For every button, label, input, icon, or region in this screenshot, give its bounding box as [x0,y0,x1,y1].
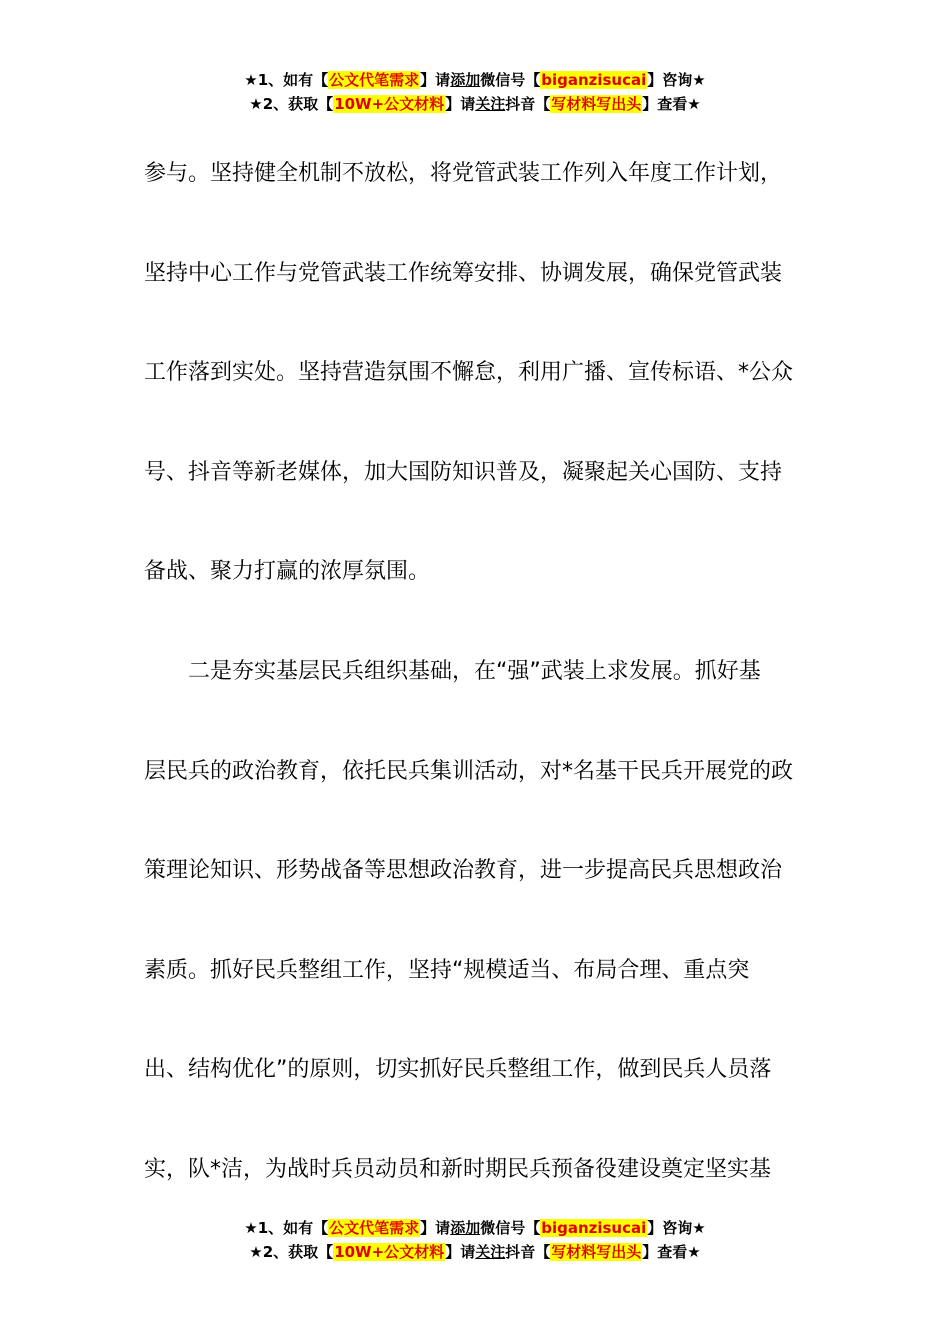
body-line: 备战、聚力打赢的浓厚氛围。 [144,559,431,585]
banner-text: 】请 [445,95,476,113]
body-line: 出、结构优化”的原则，切实抓好民兵整组工作，做到民兵人员落 [144,1057,772,1083]
body-line: 工作落到实处。坚持营造氛围不懈怠，利用广播、宣传标语、*公众 [144,360,794,386]
body-line: 号、抖音等新老媒体，加大国防知识普及，凝聚起关心国防、支持 [144,459,783,485]
banner-text: 微信号【 [480,71,541,89]
banner-text: 】查看★ [642,95,701,113]
body-line: 素质。抓好民兵整组工作，坚持“规模适当、布局合理、重点突 [144,957,750,983]
body-line: 策理论知识、形势战备等思想政治教育，进一步提高民兵思想政治 [144,858,783,884]
banner-text: 】咨询★ [647,1219,706,1237]
banner-underline: 关注 [475,1243,506,1261]
banner-highlight: 公文代笔需求 [329,1219,420,1237]
banner-text: 】请 [420,1219,451,1237]
banner-text: ★1、如有【 [244,71,329,89]
body-line: 实，队*洁，为战时兵员动员和新时期民兵预备役建设奠定坚实基 [144,1156,772,1182]
banner-highlight: biganzisucai [541,71,647,89]
banner-highlight: biganzisucai [541,1219,647,1237]
footer-banner [0,1216,950,1264]
banner-underline: 添加 [450,1219,481,1237]
banner-underline: 添加 [450,71,481,89]
banner-text: 抖音【 [505,95,551,113]
banner-text: 】请 [445,1243,476,1261]
banner-text: 】查看★ [642,1243,701,1261]
banner-text: ★2、获取【 [249,1243,334,1261]
body-line: 层民兵的政治教育，依托民兵集训活动，对*名基干民兵开展党的政 [144,758,794,784]
banner-text: 】咨询★ [647,71,706,89]
banner-highlight: 10W+公文材料 [334,95,445,113]
banner-underline: 关注 [475,95,506,113]
banner-line-2 [0,1240,950,1264]
body-line: 二是夯实基层民兵组织基础，在“强”武装上求发展。抓好基 [144,658,761,684]
body-line: 坚持中心工作与党管武装工作统筹安排、协调发展，确保党管武装 [144,260,783,286]
banner-text: ★2、获取【 [249,95,334,113]
banner-text: 】请 [420,71,451,89]
body-line: 参与。坚持健全机制不放松，将党管武装工作列入年度工作计划， [144,161,783,186]
document-body [144,124,824,1220]
banner-line-1 [0,68,950,92]
banner-text: 抖音【 [505,1243,551,1261]
banner-text: 微信号【 [480,1219,541,1237]
banner-line-2 [0,92,950,116]
banner-text: ★1、如有【 [244,1219,329,1237]
header-banner [0,68,950,116]
banner-highlight: 10W+公文材料 [334,1243,445,1261]
banner-highlight: 写材料写出头 [551,1243,642,1261]
banner-highlight: 公文代笔需求 [329,71,420,89]
banner-highlight: 写材料写出头 [551,95,642,113]
banner-line-1 [0,1216,950,1240]
